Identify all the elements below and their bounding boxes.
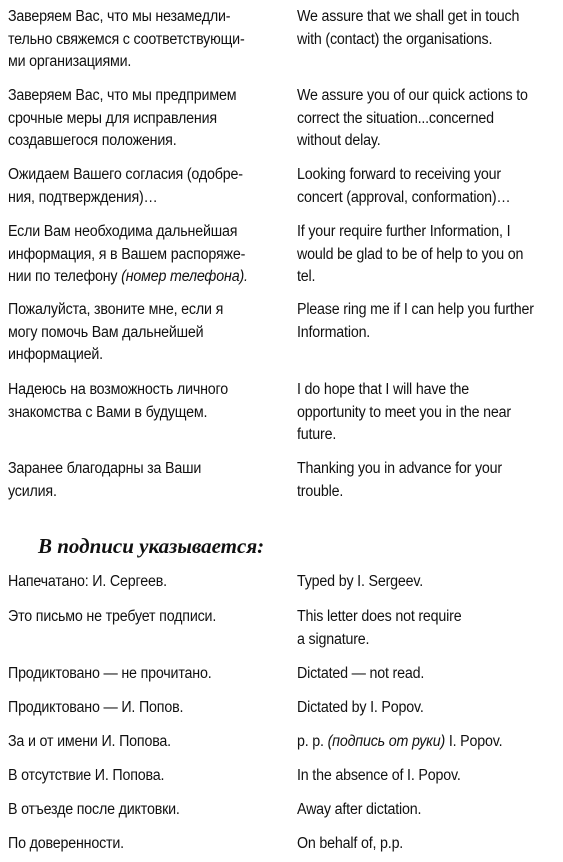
english-phrase: If your require further Information, I would be glad to be of help to you on tel. (297, 223, 524, 285)
english-phrase: Typed by I. Sergeev. (297, 573, 424, 590)
russian-phrase: В отсутствие И. Попова. (8, 767, 165, 784)
russian-phrase: Напечатано: И. Сергеев. (8, 573, 167, 590)
english-phrase: On behalf of, p.p. (297, 835, 404, 852)
english-phrase: I do hope that I will have the opportunity to meet you in the near future. (297, 381, 511, 443)
english-phrase: Thanking you in advance for your trouble. (297, 460, 502, 500)
english-phrase: Dictated — not read. (297, 665, 425, 682)
russian-phrase: Продиктовано — не прочитано. (8, 665, 212, 682)
russian-phrase: Если Вам необходима дальнейшая информация, я в Вашем распоряже- нии по телефону (номер телефона). (8, 223, 248, 285)
russian-phrase: Это письмо не требует подписи. (8, 608, 217, 625)
english-phrase: Please ring me if I can help you further Information. (297, 301, 534, 341)
english-phrase: This letter does not require a signature. (297, 608, 462, 648)
russian-phrase: Продиктовано — И. Попов. (8, 699, 184, 716)
russian-phrase: Заранее благодарны за Ваши усилия. (8, 460, 202, 500)
russian-phrase: В отъезде после диктовки. (8, 801, 180, 818)
russian-phrase: За и от имени И. Попова. (8, 733, 171, 750)
english-phrase: We assure that we shall get in touch with (contact) the organisations. (297, 8, 520, 48)
russian-phrase: Заверяем Вас, что мы незамедли- тельно свяжемся с соответствующи- ми организациями. (8, 8, 245, 70)
phone-number-note: (номер телефона). (117, 268, 248, 285)
english-phrase: In the absence of I. Popov. (297, 767, 461, 784)
russian-phrase: Заверяем Вас, что мы предпримем срочные меры для исправления создавшегося положения. (8, 87, 237, 149)
english-phrase: Dictated by I. Popov. (297, 699, 424, 716)
english-phrase: Away after dictation. (297, 801, 422, 818)
section-heading: В подписи указывается: (38, 534, 265, 558)
english-phrase: Looking forward to receiving your concert (approval, conformation)… (297, 166, 511, 206)
russian-phrase: По доверенности. (8, 835, 124, 852)
russian-phrase: Ожидаем Вашего согласия (одобре- ния, подтверждения)… (8, 166, 243, 206)
russian-phrase: Надеюсь на возможность личного знакомства с Вами в будущем. (8, 381, 228, 421)
handwritten-signature-note: (подпись от руки) (327, 733, 446, 750)
english-phrase: We assure you of our quick actions to correct the situation...concerned without delay. (297, 87, 528, 149)
russian-phrase: Пожалуйста, звоните мне, если я могу помочь Вам дальнейшей информацией. (8, 301, 224, 363)
english-phrase: p. p. (подпись от руки) I. Popov. (297, 733, 503, 750)
